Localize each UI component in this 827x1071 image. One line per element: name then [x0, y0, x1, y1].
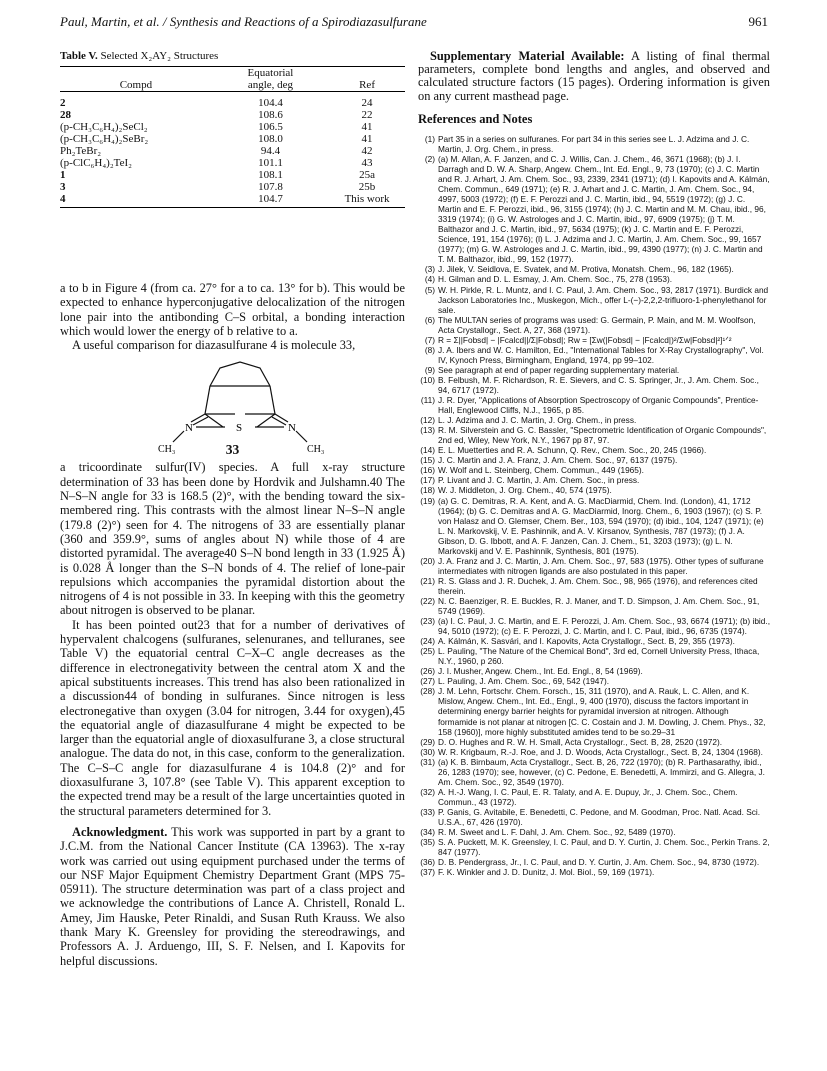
reference-number: (16)	[420, 465, 435, 476]
reference-number: (32)	[420, 786, 435, 797]
reference-text: Part 35 in a series on sulfuranes. For part 34 in this series see L. J. Adzima and J. C. Martin, J. Org. Chem., in press.	[438, 133, 750, 154]
reference-number: (20)	[420, 555, 435, 566]
reference-text: See paragraph at end of paper regarding supplementary material.	[438, 364, 680, 375]
reference-text: (a) K. B. Birnbaum, Acta Crystallogr., Sect. B, 26, 722 (1970); (b) R. Parthasarathy, ibid., 26, 1283 (1970); see, however, (c) C. Pedone, E. Benedetti, A. Immirzi, and G. Allegra, J. Am. Chem. Soc., 92, 3549 (1970).	[438, 756, 765, 787]
reference-item	[418, 616, 770, 636]
acknowledgment	[60, 825, 405, 968]
reference-number: (29)	[420, 736, 435, 747]
compd-cell: (p-ClC₆H₄)₂TeI₂	[60, 157, 132, 169]
reference-text: L. Pauling, "The Nature of the Chemical Bond", 3rd ed, Cornell University Press, Ithaca, N.Y., 1960, p 260.	[438, 646, 760, 667]
reference-text: W. R. Krigbaum, R.-J. Roe, and J. D. Woods, Acta Crystallogr., Sect. B, 24, 1304 (1968).	[438, 746, 763, 757]
atom-n-right: N	[288, 422, 296, 435]
reference-number: (11)	[420, 395, 435, 406]
structures-table	[60, 66, 405, 208]
reference-item	[418, 455, 770, 465]
paragraph-3: a tricoordinate sulfur(IV) species. A full x-ray structure determination of 33 has been done by Hordvik and Julshamn.40 The N–S–N angle for 33 is 168.5 (2)°, with the bending toward the six-membered ring. This contrasts with the almost linear N–S–N angle (179.8 (2)°) seen for 4. The nitrogens of 33 are essentially planar (360 and 359.9°, sums of angles about N) while those of 4 are distorted pyramidal. The average40 S–N bond length in 33 (1.925 Å) is 0.028 Å longer than the S–N bonds of 4. The relief of lone-pair repulsions which accompanies the pyramidal distortion about the nitrogens of 4 is not possible in 33. In keeping with this the geometry about nitrogen is observed to be planar.	[60, 460, 405, 618]
atom-n-left: N	[185, 422, 193, 435]
acknowledgment-text: This work was supported in part by a grant to J.C.M. from the National Cancer Institute (CA 13963). The x-ray work was carried out using equipment purchased under the terms of our NSF Major Equipment Chemistry Department Grant (MPS 75-05911). The structure determination was part of a class project and we acknowledge the contributions of Lance A. Christell, Ronald L. Amey, Jim Hauske, Peter Rinaldi, and Susan Ruth Krauss. We also thank Mary K. Greensley for providing the stereodrawings, and Professors A. J. Arduengo, III, S. F. Nelsen, and I. Kapovits for helpful discussions.	[60, 824, 405, 968]
table-row	[60, 133, 405, 145]
reference-item	[418, 335, 770, 345]
ref-cell: 41	[361, 133, 373, 145]
angle-cell: 94.4	[260, 145, 281, 157]
paragraph-2: A useful comparison for diazasulfurane 4 is molecule 33,	[72, 338, 356, 353]
angle-cell: 104.7	[258, 193, 283, 205]
reference-text: B. Felbush, M. F. Richardson, R. E. Sievers, and C. S. Springer, Jr., J. Am. Chem. Soc., 94, 6717 (1972).	[438, 374, 759, 395]
angle-cell: 108.0	[258, 133, 283, 145]
supplementary-material	[418, 50, 770, 103]
reference-number: (24)	[420, 636, 435, 647]
reference-text: J. A. Franz and J. C. Martin, J. Am. Chem. Soc., 97, 583 (1975). Other types of sulfurane intermediates with nitrogen ligands are also postulated in this paper.	[438, 555, 764, 576]
supplementary-heading: Supplementary Material Available:	[430, 49, 625, 63]
reference-number: (35)	[420, 837, 435, 848]
reference-text: J. R. Dyer, "Applications of Absorption Spectroscopy of Organic Compounds", Prentice-Hall, Englewood Cliffs, N.J., 1965, p 85.	[438, 395, 759, 416]
reference-item	[418, 425, 770, 445]
reference-text: R. M. Sweet and L. F. Dahl, J. Am. Chem. Soc., 92, 5489 (1970).	[438, 827, 676, 838]
col-angle-line1: Equatorial	[247, 67, 294, 79]
reference-number: (30)	[420, 746, 435, 757]
reference-number: (36)	[420, 857, 435, 868]
table-row	[60, 97, 405, 109]
reference-text: J. I. Musher, Angew. Chem., Int. Ed. Engl., 8, 54 (1969).	[438, 666, 643, 677]
compound-33-structure	[60, 354, 405, 460]
reference-item	[418, 465, 770, 475]
reference-text: J. Jilek, V. Seidlova, E. Svatek, and M. Protiva, Monatsh. Chem., 96, 182 (1965).	[438, 264, 734, 275]
col-compd: Compd	[119, 79, 153, 91]
reference-item	[418, 596, 770, 616]
reference-text: W. J. Middleton, J. Org. Chem., 40, 574 (1975).	[438, 485, 612, 496]
reference-item	[418, 485, 770, 495]
references-heading: References and Notes	[418, 111, 533, 126]
reference-item	[418, 154, 770, 265]
angle-cell: 104.4	[258, 97, 283, 109]
reference-text: R. S. Glass and J. R. Duchek, J. Am. Chem. Soc., 98, 965 (1976), and references cited therein.	[438, 575, 758, 596]
reference-item	[418, 345, 770, 365]
reference-number: (5)	[424, 284, 435, 295]
reference-number: (17)	[420, 475, 435, 486]
table-row	[60, 121, 405, 133]
reference-text: W. H. Pirkle, R. L. Muntz, and I. C. Paul, J. Am. Chem. Soc., 93, 2817 (1971). Burdick and Jackson Laboratories Inc., Muskegon, Mich., offer L-(−)-2,2,2-trifluoro-1-phenylethanol for sale.	[438, 284, 769, 315]
compd-cell: (p-CH₃C₆H₄)₂SeCl₂	[60, 121, 148, 133]
reference-number: (9)	[424, 364, 435, 375]
compound-label: 33	[225, 442, 240, 458]
reference-number: (22)	[420, 595, 435, 606]
ref-cell: 43	[361, 157, 373, 169]
reference-text: J. C. Martin and J. A. Franz, J. Am. Chem. Soc., 97, 6137 (1975).	[438, 455, 678, 466]
reference-item	[418, 264, 770, 274]
table-row	[60, 193, 405, 208]
reference-item	[418, 676, 770, 686]
reference-item	[418, 666, 770, 676]
reference-number: (28)	[420, 686, 435, 697]
reference-number: (8)	[424, 344, 435, 355]
reference-text: S. A. Puckett, M. K. Greensley, I. C. Paul, and D. Y. Curtin, J. Chem. Soc., Perkin Trans. 2, 847 (1977).	[438, 837, 770, 858]
reference-item	[418, 807, 770, 827]
table-row	[60, 145, 405, 157]
methyl-left: CH₃	[158, 444, 176, 456]
reference-text: P. Ganis, G. Avitabile, E. Benedetti, C. Pedone, and M. Goodman, Proc. Natl. Acad. Sci. U.S.A., 67, 426 (1970).	[438, 806, 761, 827]
reference-number: (27)	[420, 676, 435, 687]
reference-item	[418, 134, 770, 154]
reference-text: The MULTAN series of programs was used: G. Germain, P. Main, and M. M. Woolfson, Acta Crystallogr., Sect. A, 27, 368 (1971).	[438, 314, 756, 335]
acknowledgment-heading: Acknowledgment.	[72, 824, 168, 839]
reference-text: J. M. Lehn, Fortschr. Chem. Forsch., 15, 311 (1970), and A. Rauk, L. C. Allen, and K. Mislow, Angew. Chem., Int. Ed., Engl., 9, 400 (1970), discuss the factors important in determining energy barrier heights for pyramidal inversion at nitrogen. Although formamide is not planar at nitrogen [C. C. Costain and J. M. Dowling, J. Chem. Phys., 32, 158 (1960)], more highly substituted amides tend to be so.29–31	[438, 686, 766, 737]
compd-cell: 28	[60, 109, 71, 121]
ref-cell: 25a	[359, 169, 375, 181]
atom-s: S	[236, 422, 243, 435]
methyl-right: CH₃	[307, 444, 325, 456]
table-caption	[60, 50, 405, 63]
ref-cell: 24	[361, 97, 373, 109]
col-angle-line2: angle, deg	[247, 79, 294, 91]
table-row	[60, 181, 405, 193]
table-title: Selected X₂AY₂ Structures	[100, 50, 219, 62]
reference-item	[418, 646, 770, 666]
reference-text: (a) M. Allan, A. F. Janzen, and C. J. Willis, Can. J. Chem., 46, 3671 (1968); (b) J. I. Darragh and D. W. A. Sharp, Angew. Chem., Int. Ed. Engl., 9, 73 (1970); (c) J. C. Martin and R. J. Arhart, J. Am. Chem. Soc., 93, 2339, 2341 (1971); (d) I. Kapovits and A. Kálmán, Chem. Commun., 649 (1971); (e) R. J. Arhart and J. C. Martin, J. Am. Chem. Soc., 94, 4997, 5003 (1972); (f) E. F. Perozzi and J. C. Martin, ibid., 94, 5519 (1972); (g) J. C. Martin and E. F. Perozzi, ibid., 96, 3155 (1974); (h) J. C. Martin and M. M. Chau, ibid., 96, 3319 (1974); (i) G. W. Astrologes and J. C. Martin, ibid., 97, 6909 (1975); (j) T. M. Balthazor and J. C. Martin, ibid., 97, 5634 (1975); (k) J. C. Martin and E. F. Perozzi, Science, 191, 154 (1976); (l) L. J. Adzima and J. C. Martin, J. Am. Chem. Soc., 99, 1657 (1977); (m) G. W. Astrologes and J. C. Martin, ibid., 99, 4390 (1977); (n) J. C. Martin and T. M. Balthazor, ibid., 99, 152 (1977).	[438, 153, 770, 265]
supplementary-text: A listing of final thermal parameters, complete bond lengths and angles, and observed and calculated structure factors (15 pages). Ordering information is given on any current masthead page.	[418, 49, 770, 103]
reference-number: (33)	[420, 806, 435, 817]
paragraph-4: It has been pointed out23 that for a number of derivatives of hypervalent chalcogens (sulfuranes, selenuranes, and telluranes, see Table V) the equatorial central C–X–C angle decreases as the difference in electronegativity between the central atom X and the apical substituents increases. This trend has also been rationalized in a discussion44 of bonding in sulfuranes. Since nitrogen is less electronegative than oxygen (3.04 for nitrogen, 3.44 for oxygen),45 the equatorial angle of diazasulfurane 4 might be expected to be larger than the equatorial angle of dioxasulfurane 3, a close structural analogue. The data do not, in this case, conform to the generalization. The C–S–C angle for diazasulfurane 4 is 104.8 (2)° and for dioxasulfurane 3, 107.8° (see Table V). This apparent exception to the expected trend may be a result of the large uncertainties quoted in the structural parameters determined for 3.	[60, 617, 405, 818]
reference-item	[418, 475, 770, 485]
reference-item	[418, 556, 770, 576]
reference-text: D. B. Pendergrass, Jr., I. C. Paul, and D. Y. Curtin, J. Am. Chem. Soc., 94, 8730 (1972).	[438, 857, 760, 868]
reference-text: E. L. Muetterties and R. A. Schunn, Q. Rev., Chem. Soc., 20, 245 (1966).	[438, 445, 707, 456]
ref-cell: This work	[344, 193, 390, 205]
reference-number: (10)	[420, 374, 435, 385]
reference-item	[418, 787, 770, 807]
compd-cell: Ph₂TeBr₂	[60, 145, 102, 157]
table-row	[60, 169, 405, 181]
reference-text: D. O. Hughes and R. W. H. Small, Acta Crystallogr., Sect. B, 28, 2520 (1972).	[438, 736, 723, 747]
ref-cell: 42	[361, 145, 373, 157]
reference-item	[418, 496, 770, 556]
reference-item	[418, 445, 770, 455]
reference-item	[418, 827, 770, 837]
reference-number: (13)	[420, 425, 435, 436]
right-column	[418, 50, 770, 877]
compd-cell: 3	[60, 181, 66, 193]
compd-cell: 4	[60, 193, 66, 205]
angle-cell: 107.8	[258, 181, 283, 193]
reference-text: L. J. Adzima and J. C. Martin, J. Org. Chem., in press.	[438, 415, 637, 426]
reference-item	[418, 375, 770, 395]
reference-number: (12)	[420, 415, 435, 426]
reference-item	[418, 737, 770, 747]
reference-item	[418, 686, 770, 736]
reference-number: (21)	[420, 575, 435, 586]
reference-number: (2)	[424, 153, 435, 164]
reference-item	[418, 636, 770, 646]
reference-text: (a) I. C. Paul, J. C. Martin, and E. F. Perozzi, J. Am. Chem. Soc., 93, 6674 (1971); (b) ibid., 94, 5010 (1972); (c) E. F. Perozzi, J. C. Martin, and I. C. Paul, ibid., 96, 6735 (1974).	[438, 616, 771, 637]
references-list	[418, 134, 770, 877]
reference-text: R. M. Silverstein and G. C. Bassler, "Spectrometric Identification of Organic Compounds", 2nd ed, Wiley, New York, N.Y., 1967 pp 87, 97.	[438, 425, 767, 446]
paragraph-1: a to b in Figure 4 (from ca. 27° for a to ca. 13° for b). This would be expected to enhance hyperconjugative delocalization of the nitrogen lone pair into the antibonding C–S orbital, a bonding interaction which would lower the energy of b relative to a.	[60, 281, 405, 338]
compd-cell: (p-CH₃C₆H₄)₂SeBr₂	[60, 133, 149, 145]
reference-text: A. Kálmán, K. Sasvári, and I. Kapovits, Acta Crystallogr., Sect. B, 29, 355 (1973).	[438, 636, 735, 647]
angle-cell: 108.6	[258, 109, 283, 121]
left-column	[60, 50, 405, 968]
angle-cell: 108.1	[258, 169, 283, 181]
compd-cell: 1	[60, 169, 66, 181]
reference-text: N. C. Baenziger, R. E. Buckles, R. J. Maner, and T. D. Simpson, J. Am. Chem. Soc., 91, 5749 (1969).	[438, 595, 760, 617]
reference-text: J. A. Ibers and W. C. Hamilton, Ed., "International Tables for X-Ray Crystallography", Vol. IV, Kynoch Press, Birmingham, England, 1974, pp 99–102.	[438, 344, 764, 365]
ref-cell: 22	[361, 109, 373, 121]
reference-text: R = Σ||Fobsd| − |Fcalcd||/Σ|Fobsd|; Rw = [Σw(|Fobsd| − |Fcalcd|)²/Σw|Fobsd|²]¹ᐟ²	[438, 334, 732, 345]
reference-text: P. Livant and J. C. Martin, J. Am. Chem. Soc., in press.	[438, 475, 640, 486]
reference-item	[418, 576, 770, 596]
reference-item	[418, 415, 770, 425]
reference-item	[418, 274, 770, 284]
reference-number: (18)	[420, 485, 435, 496]
reference-item	[418, 867, 770, 877]
reference-text: L. Pauling, J. Am. Chem. Soc., 69, 542 (1947).	[438, 676, 610, 687]
table-row	[60, 109, 405, 121]
reference-item	[418, 285, 770, 315]
compd-cell: 2	[60, 97, 66, 109]
angle-cell: 106.5	[258, 121, 283, 133]
reference-number: (4)	[424, 274, 435, 285]
angle-cell: 101.1	[258, 157, 283, 169]
reference-number: (15)	[420, 455, 435, 466]
reference-number: (37)	[420, 867, 435, 878]
reference-number: (3)	[424, 264, 435, 275]
reference-number: (31)	[420, 756, 435, 767]
running-title: Paul, Martin, et al. / Synthesis and Reactions of a Spirodiazasulfurane	[60, 14, 427, 29]
reference-number: (34)	[420, 827, 435, 838]
col-ref: Ref	[359, 79, 375, 91]
reference-number: (14)	[420, 445, 435, 456]
reference-number: (19)	[420, 495, 435, 506]
reference-number: (25)	[420, 646, 435, 657]
reference-text: A. H.-J. Wang, I. C. Paul, E. R. Talaty, and A. E. Dupuy, Jr., J. Chem. Soc., Chem. Commun., 43 (1972).	[438, 786, 738, 807]
table-label: Table V.	[60, 50, 98, 62]
ref-cell: 25b	[358, 181, 376, 193]
reference-number: (7)	[424, 334, 435, 345]
reference-text: H. Gilman and D. L. Esmay, J. Am. Chem. Soc., 75, 278 (1953).	[438, 274, 673, 285]
reference-text: (a) G. C. Demitras, R. A. Kent, and A. G. MacDiarmid, Chem. Ind. (London), 41, 1712 (1964); (b) G. C. Demitras and A. G. MacDiarmid, Inorg. Chem., 6, 1903 (1967); (c) S. P. von Halasz and O. Glemser, Chem. Ber., 103, 594 (1970); (d) ibid., 104, 1247 (1971); (e) L. N. Markovskij, V. E. Pashinnik, and A. V. Kirsanov, Synthesis, 787 (1973); (f) J. A. Gibson, D. G. Ibbott, and A. F. Janzen, Can. J. Chem., 51, 3203 (1973); (g) L. N. Markovskij and V. E. Pashinnik, Synthesis, 801 (1975).	[438, 495, 764, 556]
reference-item	[418, 837, 770, 857]
page-number: 961	[748, 14, 768, 29]
reference-number: (1)	[424, 133, 435, 144]
reference-text: F. K. Winkler and J. D. Dunitz, J. Mol. Biol., 59, 169 (1971).	[438, 867, 655, 878]
table-row	[60, 157, 405, 169]
reference-item	[418, 315, 770, 335]
reference-item	[418, 395, 770, 415]
reference-text: W. Wolf and L. Steinberg, Chem. Commun., 449 (1965).	[438, 465, 644, 476]
ref-cell: 41	[361, 121, 373, 133]
reference-item	[418, 857, 770, 867]
reference-number: (26)	[420, 666, 435, 677]
reference-number: (6)	[424, 314, 435, 325]
reference-item	[418, 365, 770, 375]
reference-number: (23)	[420, 616, 435, 627]
running-header	[60, 14, 768, 32]
reference-item	[418, 747, 770, 757]
reference-item	[418, 757, 770, 787]
